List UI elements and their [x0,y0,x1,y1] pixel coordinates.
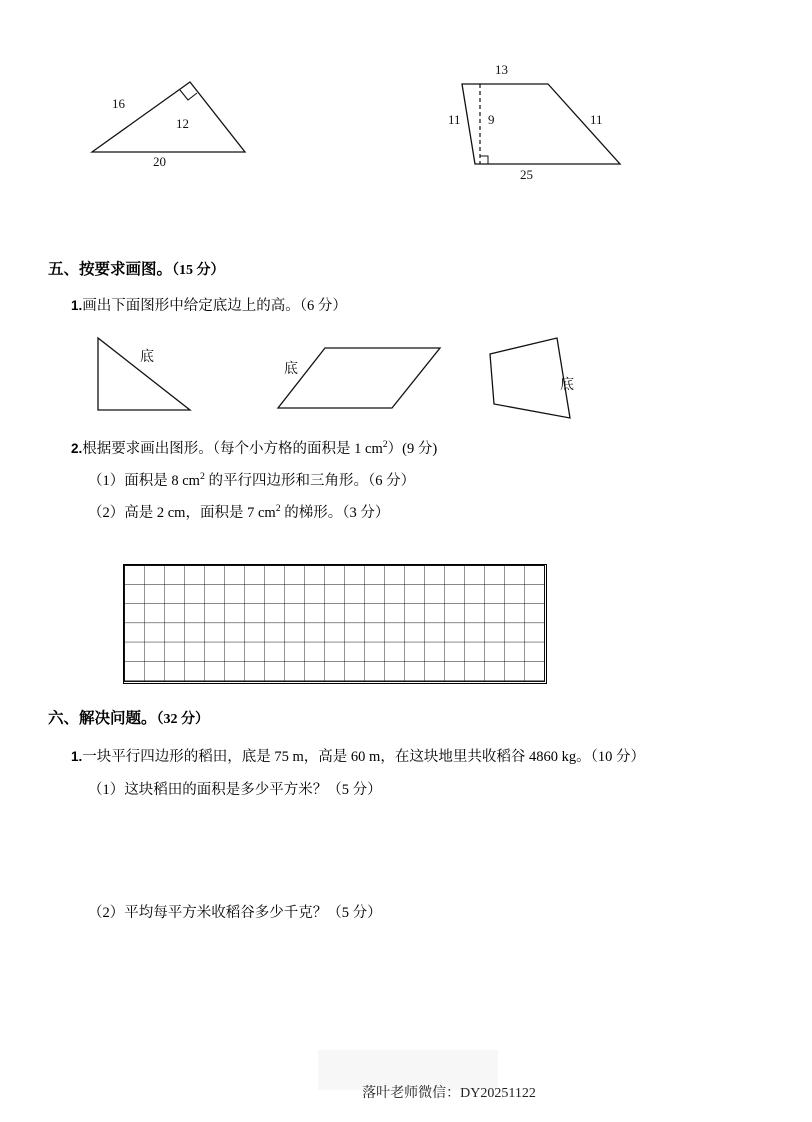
shape-label-trapezoid-base: 底 [560,378,574,393]
q2-text-before: 根据要求画出图形。（每个小方格的面积是 1 cm [82,441,383,457]
shape-label-triangle-base: 底 [140,350,154,365]
q2-sub2-sup: 2 [275,503,281,515]
shapes-row-svg [70,326,710,436]
section-five-heading [48,257,225,279]
shape-label-parallelogram-base: 底 [284,362,298,377]
section-five-title: 五、按要求画图。 [48,261,173,278]
trapezoid-svg [440,52,680,192]
q2-sub1-lead: （1）面积是 8 cm [88,473,200,489]
section-six-q1-sub1: （1）这块稻田的面积是多少平方米？（5 分） [88,782,382,798]
triangle-label-height: 12 [176,116,189,131]
section-six-q1-sub2: （2）平均每平方米收稻谷多少千克？（5 分） [88,905,382,921]
section-five-q2-sub2 [88,501,389,522]
figure-trapezoid [440,52,680,192]
q2-sub1-sup: 2 [199,471,205,483]
q2-number: 2. [71,441,83,456]
right-triangle-svg [80,60,310,180]
answer-grid[interactable] [123,564,547,684]
trapezoid-label-top: 13 [495,62,508,77]
s6-q1-number: 1. [71,749,83,764]
q2-sub1-tail: 的平行四边形和三角形。（6 分） [204,473,416,489]
q2-text-after: ）(9 分) [387,441,438,457]
section-six-q1 [71,745,645,766]
q1-text: 画出下面图形中给定底边上的高。（6 分） [82,298,347,314]
trapezoid-label-right-leg: 11 [590,112,603,127]
section-five-q1 [71,294,347,315]
s6-q1-text: 一块平行四边形的稻田，底是 75 m，高是 60 m，在这块地里共收稻谷 4860 kg。（10 分） [82,749,645,765]
trapezoid-label-bottom: 25 [520,167,533,182]
figure-right-triangle [80,60,310,180]
q1-number: 1. [71,298,83,313]
triangle-label-base: 20 [153,154,166,169]
section-six-points: （32 分） [156,712,210,727]
trapezoid-label-left-leg: 11 [448,112,461,127]
section-five-points: （15 分） [172,263,225,278]
answer-grid-svg [124,565,545,682]
footer [0,1082,812,1102]
trapezoid-label-height: 9 [488,112,495,127]
triangle-label-hypotenuse: 16 [112,96,125,111]
section-five-q2-sub1 [88,469,415,490]
section-six-heading [48,706,209,728]
section-six-title: 六、解决问题。 [48,710,157,727]
figure-row-draw-heights [70,326,710,436]
q2-sub2-tail: 的梯形。（3 分） [280,505,390,521]
watermark-text: 落叶老师微信：DY20251122 [362,1086,536,1101]
q2-sub2-lead: （2）高是 2 cm，面积是 7 cm [88,505,276,521]
q2-text-sup: 2 [382,439,388,451]
section-five-q2 [71,437,437,458]
